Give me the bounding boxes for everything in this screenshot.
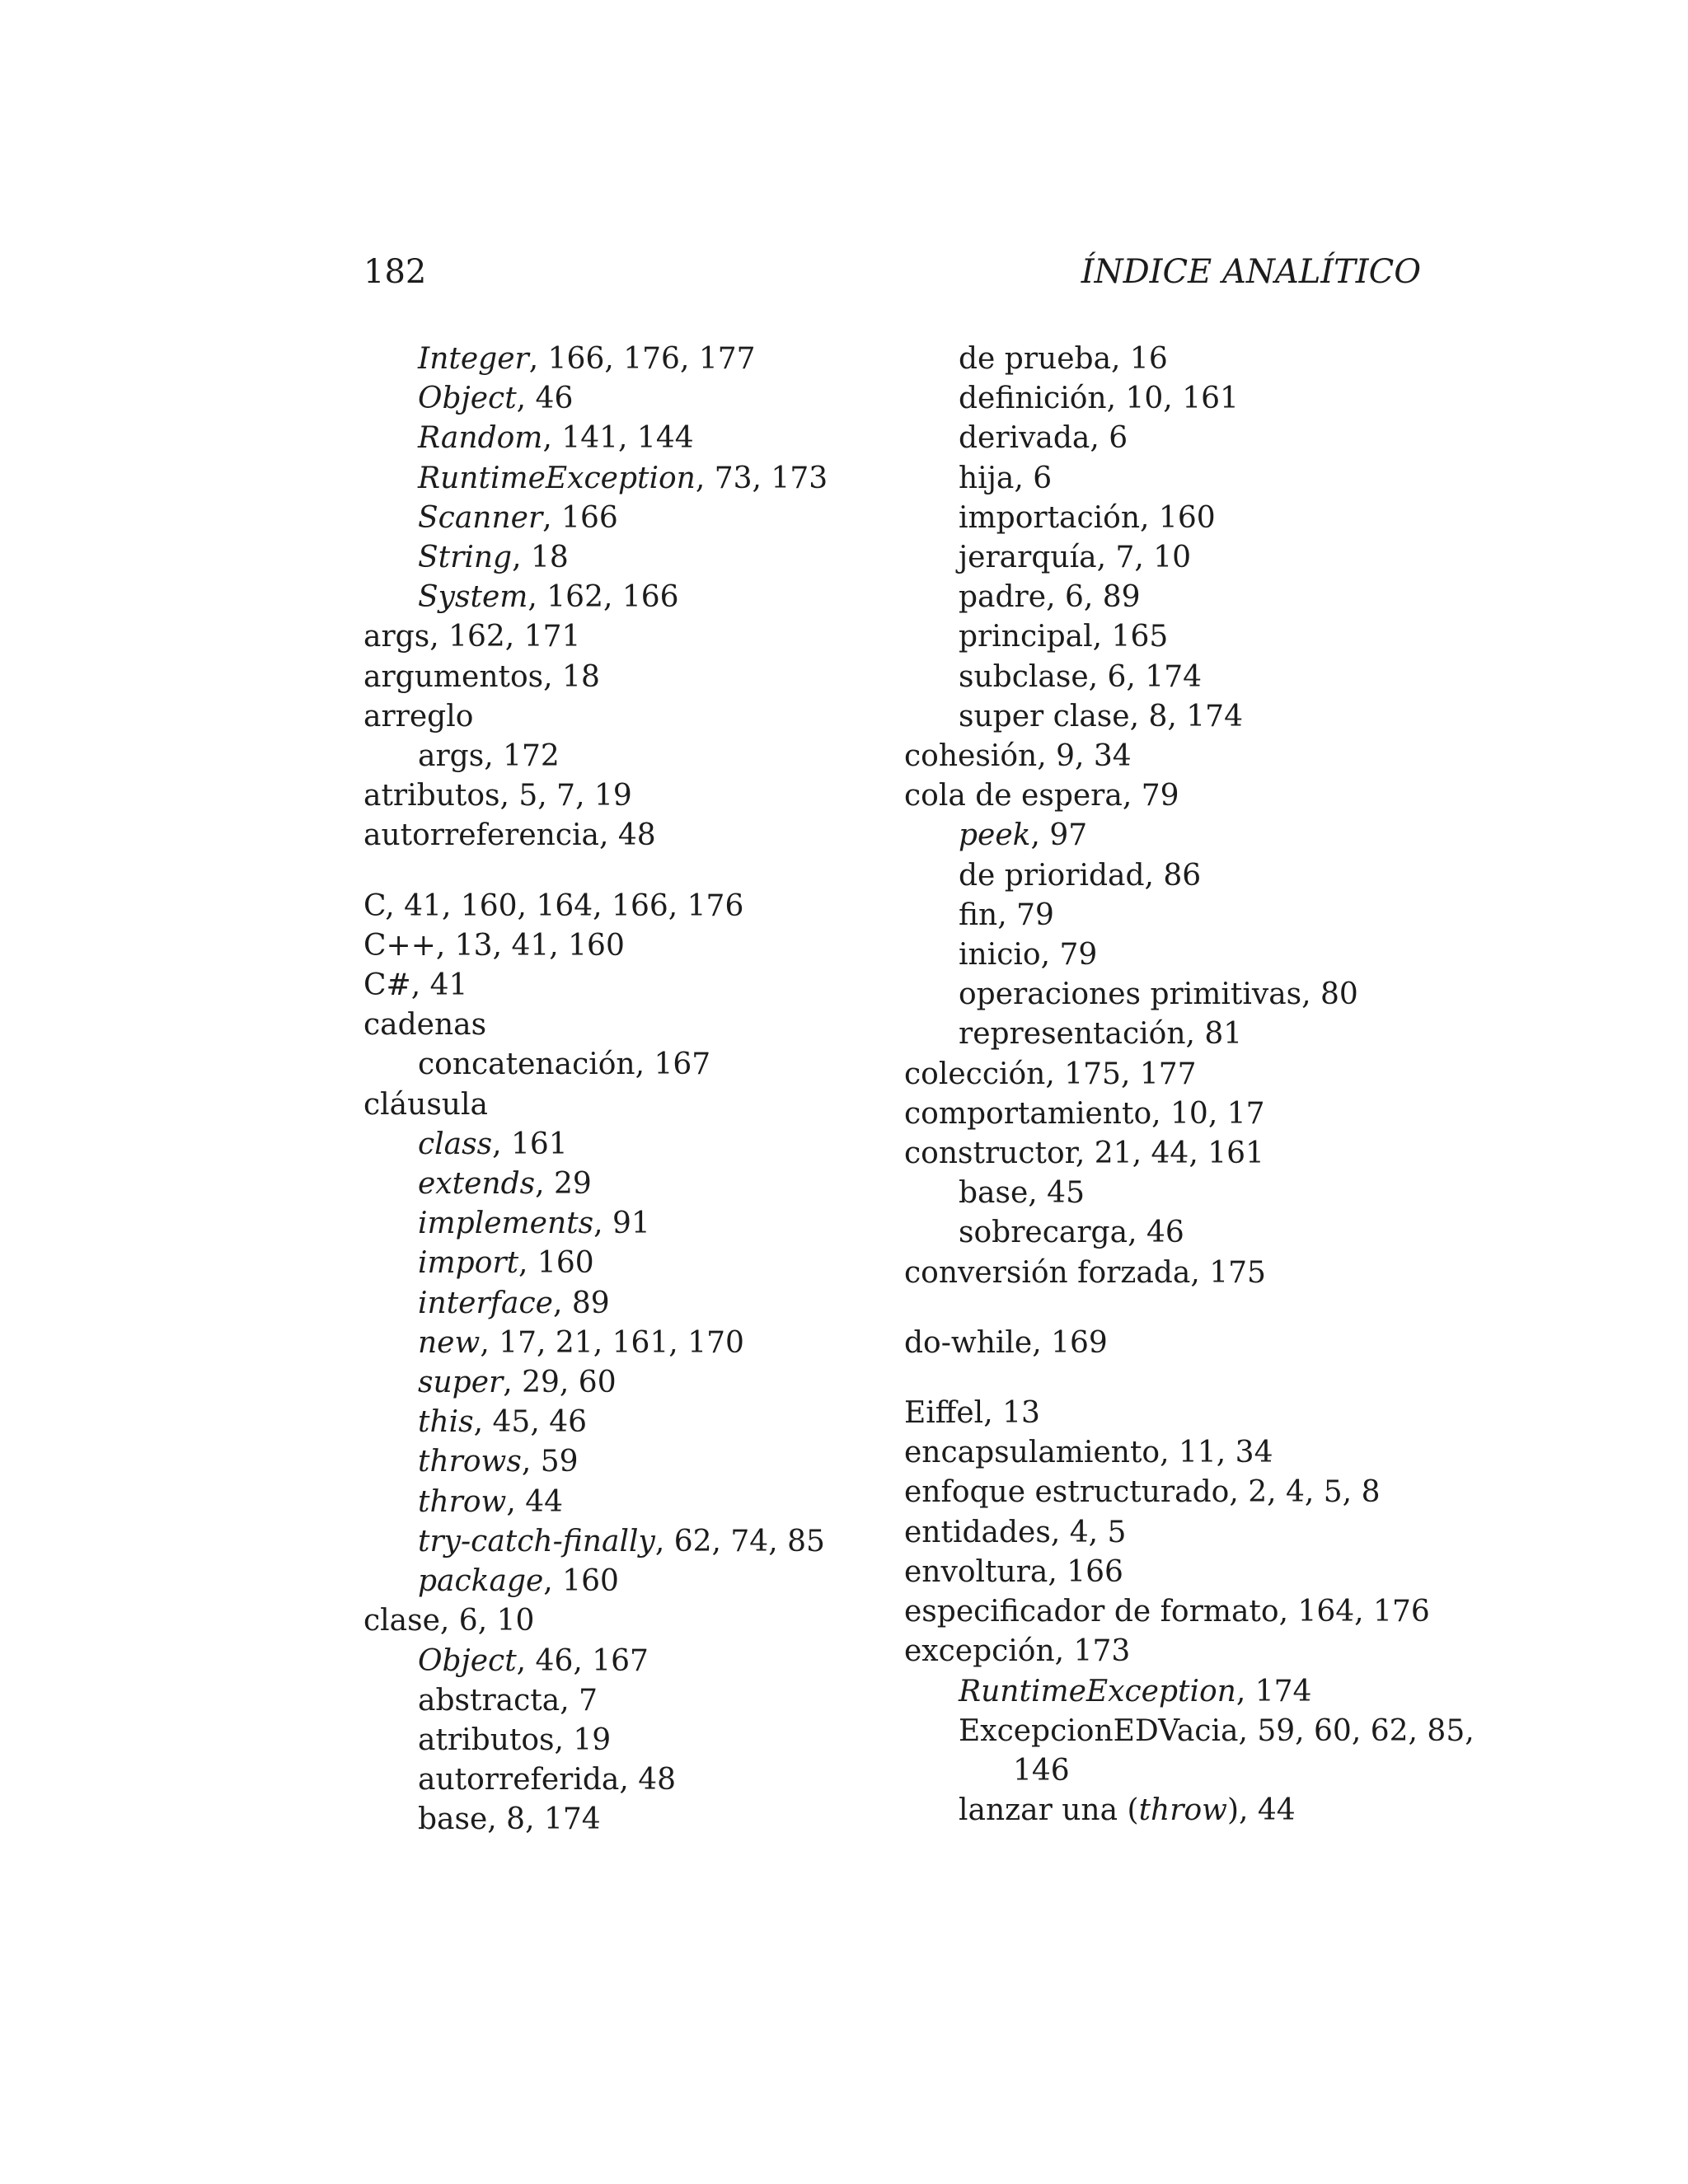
index-term: 146 [1013,1753,1070,1788]
index-entry [904,1473,1448,1512]
running-title: ÍNDICE ANALÍTICO [1081,253,1421,291]
index-entry [904,1134,1448,1174]
index-entry [363,1800,891,1840]
index-pages: , 45 [1028,1176,1085,1211]
index-entry [363,1483,891,1522]
index-term: inicio [959,938,1041,972]
index-pages: , 174 [1236,1674,1312,1708]
index-pages: , 141, 144 [542,421,694,456]
index-pages: , 167 [635,1047,711,1082]
index-term: autorreferencia [363,818,599,853]
index-pages: , 9, 34 [1037,739,1132,774]
index-entry [363,1165,891,1204]
index-entry [363,966,891,1005]
index-entry [904,1553,1448,1592]
index-entry [363,1522,891,1562]
index-pages: , 91 [593,1207,650,1241]
index-pages: , 18 [543,659,600,694]
index-pages: , 6, 10 [439,1604,535,1638]
index-pages: , 73, 173 [695,461,828,495]
index-term: cadenas [363,1008,487,1043]
index-entry [904,1513,1448,1553]
index-entry [904,856,1448,896]
index-pages: , 16 [1111,342,1168,376]
index-entry [363,926,891,966]
index-entry [904,658,1448,697]
index-entry [363,1442,891,1482]
index-term: fin [959,898,998,932]
index-pages: , 160 [543,1564,619,1599]
index-term: entidades [904,1515,1051,1549]
index-pages: , 8, 174 [1129,699,1243,733]
index-pages: , 44 [506,1484,564,1519]
index-term: padre [959,580,1047,615]
index-entry [363,1681,891,1721]
index-term: arreglo [363,699,474,733]
index-term: cohesión [904,739,1038,774]
index-entry [904,1592,1448,1632]
index-entry [363,1085,891,1125]
index-pages: , 89 [552,1286,610,1320]
index-entry [363,1601,891,1641]
page-number: 182 [363,253,427,291]
index-term: importación [959,500,1141,535]
index-entry [363,1204,891,1244]
index-term: colección [904,1057,1046,1091]
index-term: conversión forzada [904,1255,1191,1290]
index-entry [904,697,1448,737]
index-entry [904,538,1448,578]
index-entry [363,1125,891,1165]
index-entry [904,340,1448,379]
index-entry [363,1403,891,1442]
index-entry [904,1094,1448,1134]
index-pages: , 5, 7, 19 [499,779,632,813]
index-entry [904,896,1448,935]
index-pages: , 172 [484,739,560,774]
index-pages: , 62, 74, 85 [654,1524,825,1558]
index-entry [904,1174,1448,1213]
index-pages: , 29 [535,1167,592,1202]
index-term: especificador de formato [904,1595,1279,1629]
index-pages: , 162, 166 [528,580,679,615]
index-entry [363,499,891,538]
index-term: constructor [904,1137,1076,1171]
index-pages: , 59, 60, 62, 85, [1238,1713,1475,1748]
index-term: Object [418,1643,517,1678]
index-entry [363,697,891,737]
index-entry [904,379,1448,419]
index-pages: , 19 [554,1722,612,1757]
index-entry [904,1015,1448,1054]
index-term: cláusula [363,1087,488,1122]
index-entry [904,776,1448,816]
index-entry [363,379,891,419]
index-term: import [418,1246,519,1281]
index-entry [363,1244,891,1283]
index-entry [904,1672,1448,1712]
index-entry [363,459,891,499]
index-entry [363,776,891,816]
index-pages: , 162, 171 [429,620,581,654]
index-entry [363,538,891,578]
index-term: class [418,1127,493,1161]
index-pages: , 11, 34 [1160,1436,1273,1470]
index-term: peek [959,818,1031,853]
index-term: hija [959,461,1015,495]
index-pages: , 7, 10 [1096,541,1192,575]
index-pages: , 48 [619,1763,677,1797]
index-entry [904,1055,1448,1094]
index-pages: , 41, 160, 164, 166, 176 [385,888,744,923]
index-term: excepción [904,1634,1055,1669]
index-pages: , 17, 21, 161, 170 [480,1325,744,1360]
index-entry [363,1284,891,1324]
index-term: this [418,1405,474,1440]
index-entry [904,1791,1448,1830]
index-pages: , 10, 17 [1151,1096,1265,1131]
index-term: definición [959,382,1107,416]
index-entry [363,658,891,697]
index-entry [904,459,1448,499]
index-pages: , 46 [516,382,574,416]
page-header [363,247,1421,297]
index-term: do-while [904,1325,1033,1360]
index-term: operaciones primitivas [959,977,1302,1012]
index-term: comportamiento [904,1096,1152,1131]
index-term-italic-part: throw [1138,1793,1227,1828]
index-pages: , 79 [1122,779,1179,813]
index-term: de prioridad [959,858,1145,893]
index-pages: , 46 [1128,1216,1184,1250]
index-entry [363,419,891,458]
index-term: System [418,580,528,615]
index-pages: , 161 [492,1127,568,1161]
index-pages: , 166 [542,500,618,535]
index-column-right [904,340,1475,1830]
index-entry [904,1751,1448,1791]
index-pages: , 59 [521,1445,579,1479]
index-column-left [363,340,891,1840]
index-pages: , 45, 46 [473,1405,588,1440]
index-pages: , 18 [512,541,569,575]
index-term: String [418,541,513,575]
index-entry [904,419,1448,458]
index-pages: , 80 [1301,977,1358,1012]
index-pages: , 6 [1014,461,1053,495]
index-pages: , 29, 60 [503,1366,617,1400]
index-term: base [959,1176,1029,1211]
index-term: new [418,1325,481,1360]
index-term: try-catch-finally [418,1524,655,1558]
index-entry [904,737,1448,776]
index-term: Object [418,382,517,416]
index-term: representación [959,1017,1186,1052]
index-term: args [363,620,430,654]
index-pages: , 2, 4, 5, 8 [1229,1475,1381,1510]
index-term: Integer [418,342,529,376]
index-pages: , 166 [1048,1554,1123,1589]
index-term: principal [959,620,1093,654]
index-term: envoltura [904,1554,1048,1589]
index-pages: , 86 [1144,858,1202,893]
index-entry [904,1394,1448,1433]
index-term: enfoque estructurado [904,1475,1230,1510]
index-term: throw [418,1484,507,1519]
index-term: Random [418,421,543,456]
index-entry [363,1324,891,1363]
index-pages: , 97 [1030,818,1088,853]
index-entry [363,816,891,855]
index-term: Eiffel [904,1396,984,1431]
index-pages: , 7 [560,1683,598,1718]
index-entry [363,737,891,776]
index-term: base [418,1802,488,1837]
index-entry [904,1324,1448,1363]
index-entry [363,1760,891,1800]
index-entry [904,1712,1475,1751]
index-entry [363,578,891,617]
index-term: lanzar una ( [959,1793,1139,1828]
index-term: RuntimeException [418,461,696,495]
index-term: jerarquía [959,541,1097,575]
index-pages: , 41 [410,968,468,1003]
index-pages: , 164, 176 [1278,1595,1430,1629]
index-pages: , 166, 176, 177 [528,342,756,376]
index-term: concatenación [418,1047,635,1082]
index-term: cola de espera [904,779,1123,813]
index-pages: , 6, 89 [1046,580,1141,615]
index-term: RuntimeException [959,1674,1236,1708]
index-pages: , 21, 44, 161 [1075,1137,1264,1171]
index-term: C [363,888,386,923]
index-entry [363,1721,891,1760]
index-pages: , 175, 177 [1045,1057,1197,1091]
index-term: super [418,1366,504,1400]
index-pages: , 13, 41, 160 [435,928,625,963]
index-term: atributos [363,779,500,813]
index-term: abstracta [418,1683,560,1718]
index-term: args [418,739,485,774]
index-term: implements [418,1207,594,1241]
index-entry [904,617,1448,657]
index-pages: , 6, 174 [1088,659,1203,694]
index-term: autorreferida [418,1763,620,1797]
index-pages: , 8, 174 [487,1802,601,1837]
index-pages: , 81 [1185,1017,1243,1052]
index-pages: , 79 [997,898,1054,932]
index-pages: , 48 [598,818,656,853]
index-entry [363,1562,891,1601]
index-pages: , 46, 167 [516,1643,649,1678]
index-term: sobrecarga [959,1216,1128,1250]
index-entry [363,617,891,657]
index-entry [904,499,1448,538]
index-entry [363,887,891,926]
index-pages: , 160 [1140,500,1216,535]
index-term: Scanner [418,500,543,535]
index-term: package [418,1564,544,1599]
index-entry [363,1363,891,1403]
index-pages: ), 44 [1226,1793,1296,1828]
index-entry [363,1045,891,1085]
index-pages: , 160 [518,1246,594,1281]
index-entry [904,1213,1448,1253]
index-term: argumentos [363,659,544,694]
index-term: subclase [959,659,1089,694]
index-pages: , 173 [1054,1634,1131,1669]
index-term: encapsulamiento [904,1436,1160,1470]
index-entry [363,340,891,379]
index-term: ExcepcionEDVacia [959,1713,1239,1748]
index-term: throws [418,1445,522,1479]
index-entry [904,935,1448,975]
index-term: de prueba [959,342,1112,376]
index-entry [904,816,1448,855]
index-term: atributos [418,1722,555,1757]
index-pages: , 10, 161 [1106,382,1239,416]
index-pages: , 175 [1190,1255,1266,1290]
index-term: C++ [363,928,436,963]
index-term: extends [418,1167,536,1202]
index-entry [904,1433,1448,1473]
index-entry [363,1005,891,1045]
index-pages: , 4, 5 [1050,1515,1127,1549]
index-pages: , 165 [1092,620,1169,654]
index-term: super clase [959,699,1130,733]
index-pages: , 13 [983,1396,1040,1431]
index-term: clase [363,1604,440,1638]
index-entry [904,1254,1448,1293]
index-entry [904,975,1448,1015]
index-term: C# [363,968,411,1003]
index-entry [904,578,1448,617]
index-pages: , 6 [1090,421,1128,456]
index-term: interface [418,1286,553,1320]
index-entry [904,1632,1448,1671]
index-pages: , 169 [1032,1325,1108,1360]
index-pages: , 79 [1040,938,1098,972]
index-term: derivada [959,421,1090,456]
index-entry [363,1642,891,1681]
